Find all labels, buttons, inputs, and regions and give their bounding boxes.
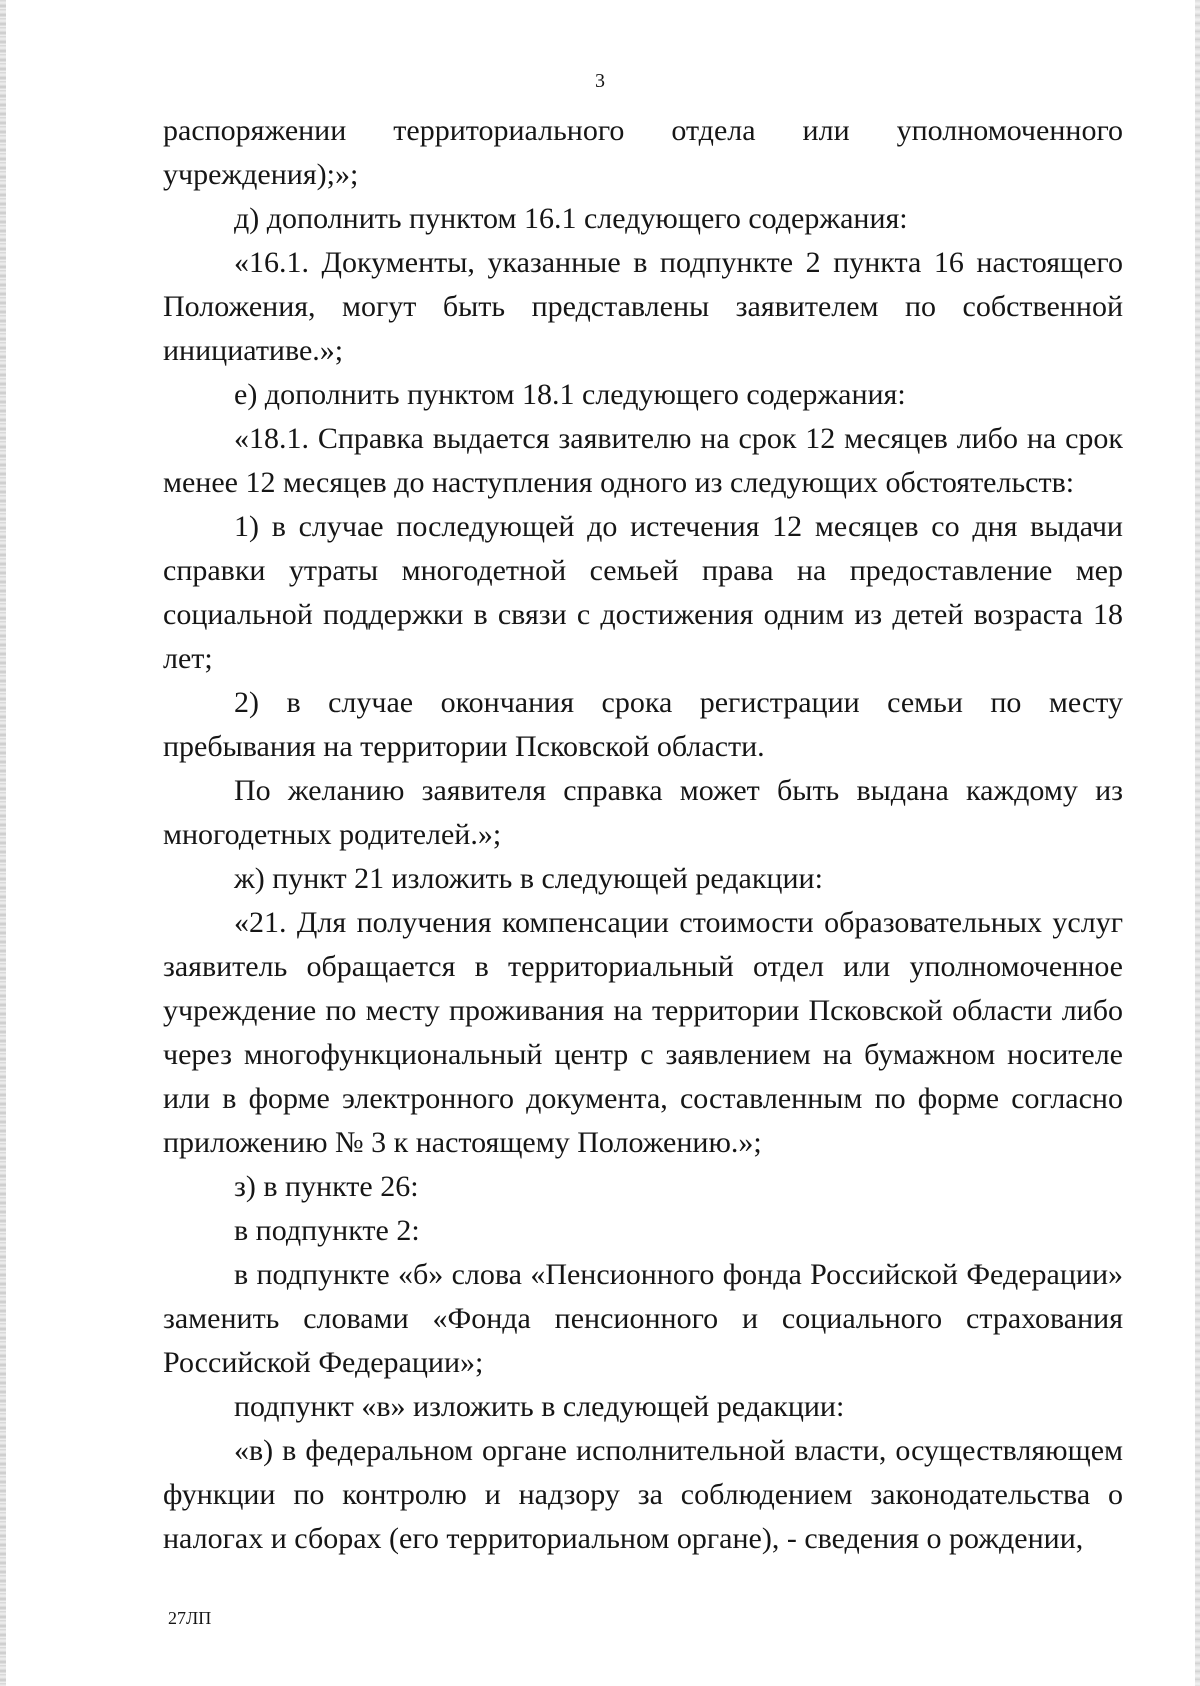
paragraph-quote-16-1: «16.1. Документы, указанные в подпункте 2 пункта 16 настоящего Положения, могут быть представлены заявителем по собственной инициативе.»;	[163, 246, 1123, 367]
paragraph-item-z: з) в пункте 26:	[234, 1170, 419, 1203]
paragraph-note: По желанию заявителя справка может быть выдана каждому из многодетных родителей.»;	[163, 774, 1123, 851]
paragraph-quote-v: «в) в федеральном органе исполнительной власти, осуществляющем функции по контролю и надзору за соблюдением законодательства о налогах и сборах (его территориальном органе), - сведения о рождении,	[163, 1434, 1123, 1555]
paragraph-item-d: д) дополнить пунктом 16.1 следующего содержания:	[234, 202, 908, 235]
paragraph-continuation: распоряжении территориального отдела или уполномоченного учреждения);»;	[163, 114, 1123, 191]
scan-edge-left	[0, 0, 6, 1686]
paragraph-item-e: е) дополнить пунктом 18.1 следующего содержания:	[234, 378, 906, 411]
scan-edge-right	[1195, 0, 1200, 1686]
paragraph-subitem-2: 2) в случае окончания срока регистрации семьи по месту пребывания на территории Псковской области.	[163, 686, 1123, 763]
paragraph-subpoint-2: в подпункте 2:	[234, 1214, 420, 1247]
paragraph-item-zh: ж) пункт 21 изложить в следующей редакции:	[234, 862, 823, 895]
document-body	[163, 109, 1123, 1561]
paragraph-subpoint-b: в подпункте «б» слова «Пенсионного фонда Российской Федерации» заменить словами «Фонда пенсионного и социального страхования Российской Федерации»;	[163, 1258, 1123, 1379]
footer-code: 27ЛП	[168, 1608, 212, 1628]
paragraph-subitem-1: 1) в случае последующей до истечения 12 месяцев со дня выдачи справки утраты многодетной семьей права на предоставление мер социальной поддержки в связи с достижения одним из детей возраста 18 лет;	[163, 510, 1123, 675]
paragraph-subpoint-v: подпункт «в» изложить в следующей редакции:	[234, 1390, 845, 1423]
page-number: 3	[595, 70, 605, 92]
paragraph-quote-21: «21. Для получения компенсации стоимости образовательных услуг заявитель обращается в территориальный отдел или уполномоченное учреждение по месту проживания на территории Псковской области либо через многофункциональный центр с заявлением на бумажном носителе или в форме электронного документа, составленным по форме согласно приложению № 3 к настоящему Положению.»;	[163, 906, 1123, 1159]
paragraph-quote-18-1: «18.1. Справка выдается заявителю на срок 12 месяцев либо на срок менее 12 месяцев до наступления одного из следующих обстоятельств:	[163, 422, 1123, 499]
